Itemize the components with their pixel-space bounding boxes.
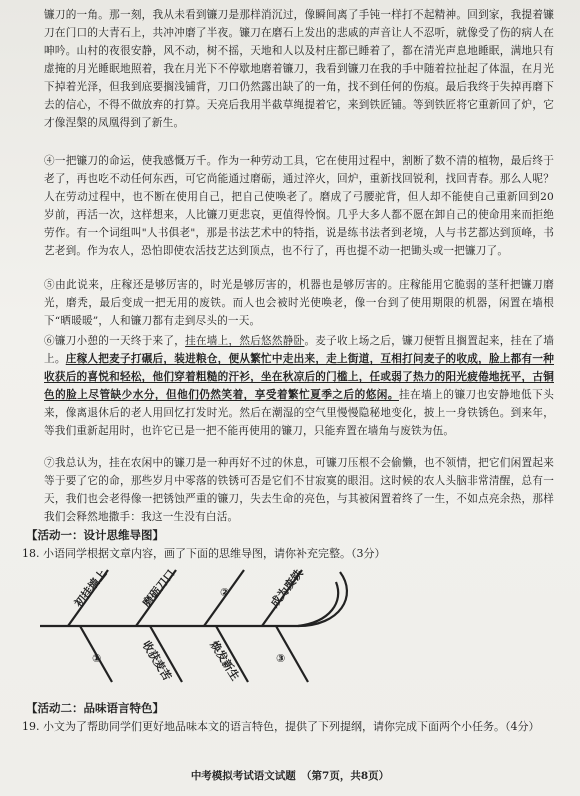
mindmap-label: 磨砺刀口 (140, 567, 178, 610)
mindmap-blank-1: ① (92, 652, 102, 665)
mind-map-diagram (40, 556, 375, 696)
question-18: 18. 小语同学根据文章内容，画了下面的思维导图，请你补充完整。（3分） (22, 547, 386, 560)
passage-text: ⑥镰刀小憩的一天终于来了， (44, 335, 186, 347)
activity2-heading: 【活动二：品味语言特色】 (26, 701, 164, 715)
passage-text: ⑤由此说来，庄稼还是够厉害的，时光是够厉害的，机器也是够厉害的。庄稼能用它脆弱的茎秆把镰刀磨光，磨秃，最后变成一把无用的废铁。而人也会被时光使唤老，像一台到了使用期限的机器，闲置在墙根下“晒暖暖”，人和镰刀都有走到尽头的一天。 (44, 279, 554, 327)
mindmap-label: 成为废铁 (268, 567, 306, 610)
mindmap-label: 焕发新生 (207, 638, 242, 683)
passage-text: ⑦我总认为，挂在农闲中的镰刀是一种再好不过的休息，可镰刀压根不会偷懒，也不领情，把它们闲置起来等于要了它的命，那些岁月中零落的铁锈可否是它们不甘寂寞的眼泪。这时候的农人头脑非常清醒，总有一天，我们也会老得像一把锈蚀严重的镰刀，失去生命的亮色，与其被闲置着终了一生，不如点亮余热，那样我们会释然地撒手：我这一生没有白活。 (44, 457, 554, 523)
mindmap-label: 收获麦苦 (139, 638, 174, 683)
passage-paragraph-top (44, 6, 554, 132)
passage-paragraph-7 (44, 454, 554, 526)
passage-text: ④一把镰刀的命运，使我感慨万千。作为一种劳动工具，它在使用过程中，割断了数不清的植物，最后终于老了，再也吃不动任何东西，可它尚能通过磨砺，通过淬火，回炉，重新找回锐利，找回青春。那么人呢？人在劳动过程中，也不断在使用自己，把自己使唤老了。磨成了弓腰驼背，但人却不能使自己重新回到20岁前，再活一次，这样想来，人比镰刀更悲哀，更值得怜悯。几乎大多人都不愿在卸自己的使命用来而拒绝劳作。有一个词组叫"人书俱老"，那是书法艺术中的特指，说是练书法者到老境，人与书艺都达到顶峰，书艺老到。作为农人，恐怕即使农活技艺达到顶点，也不行了，再也提不动一把锄头或一把镰刀了。 (44, 155, 554, 257)
page-footer: 中考模拟考试语文试题 （第7页，共8页） (190, 770, 390, 782)
passage-text: 。麦子收上场之后，镰刀便暂且搁置起来，挂在了墙上。 (44, 335, 554, 365)
passage-text: 镰刀的一角。那一刻，我从未看到镰刀是那样消沉过，像瞬间离了手钝一样打不起精神。回到家，我提着镰刀在门口的大青石上，共冲冲磨了半夜。镰刀在磨石上发出的悲戚的声音让人不忍听，就像受了伤的病人在呻吟。山村的夜很安静，风不动，树不摇，天地和人以及村庄都已睡着了，都在清光声息地睡眠，满地只有虚掩的月光睡眠地照着，我在月光下不停歇地磨着镰刀，我看到镰刀在我的手中随着拉扯起了体温，在月光下掉着光泽，但我到底要搁浅铺背，刀口仍然露出缺了的一角，找不到任何的伤痕。最后我终于失掉再磨下去的信心，不得不做放弃的打算。天亮后我用半截草绳提着它，来到铁匠铺。等到铁匠将它重新回了炉，它才像涅槃的凤凰得到了新生。 (44, 9, 554, 129)
passage-paragraph-4 (44, 152, 554, 260)
mindmap-blank-2: ② (220, 586, 230, 599)
underlined-text: 挂在墙上，然后悠然静卧 (185, 335, 305, 347)
blade-inner (298, 582, 338, 626)
question-19: 19. 小文为了帮助同学们更好地品味本文的语言特色，提供了下列提纲，请你完成下面两个小任务。（4分） (22, 720, 540, 733)
activity1-heading: 【活动一：设计思维导图】 (26, 528, 164, 542)
mindmap-blank-3: ③ (276, 652, 286, 665)
passage-paragraph-6 (44, 332, 554, 440)
mindmap-label: 初挂墙上 (72, 567, 110, 610)
passage-text: 挂在墙上的镰刀也安静地低下头来，像离退休后的老人用回忆打发时光。然后在潮湿的空气里慢慢隐秘地变化，披上一身铁锈色。到来年，等我们重新起用时，也许它已是一把不能再使用的镰刀，只能弃置在墙角与废铁为伍。 (44, 389, 554, 437)
passage-paragraph-5 (44, 276, 554, 330)
underlined-sentence: 庄稼人把麦子打碾后，装进粮仓，便从繁忙中走出来，走上街道，互相打问麦子的收成，脸上都有一种收获后的喜悦和轻松，他们穿着粗糙的汗衫，坐在秋凉后的门槛上，任或弱了热力的阳光疲倦地抚平，古铜色的脸上尽管缺少水分，但他们仍然笑着，享受着繁忙夏季之后的悠闲。 (44, 353, 555, 401)
